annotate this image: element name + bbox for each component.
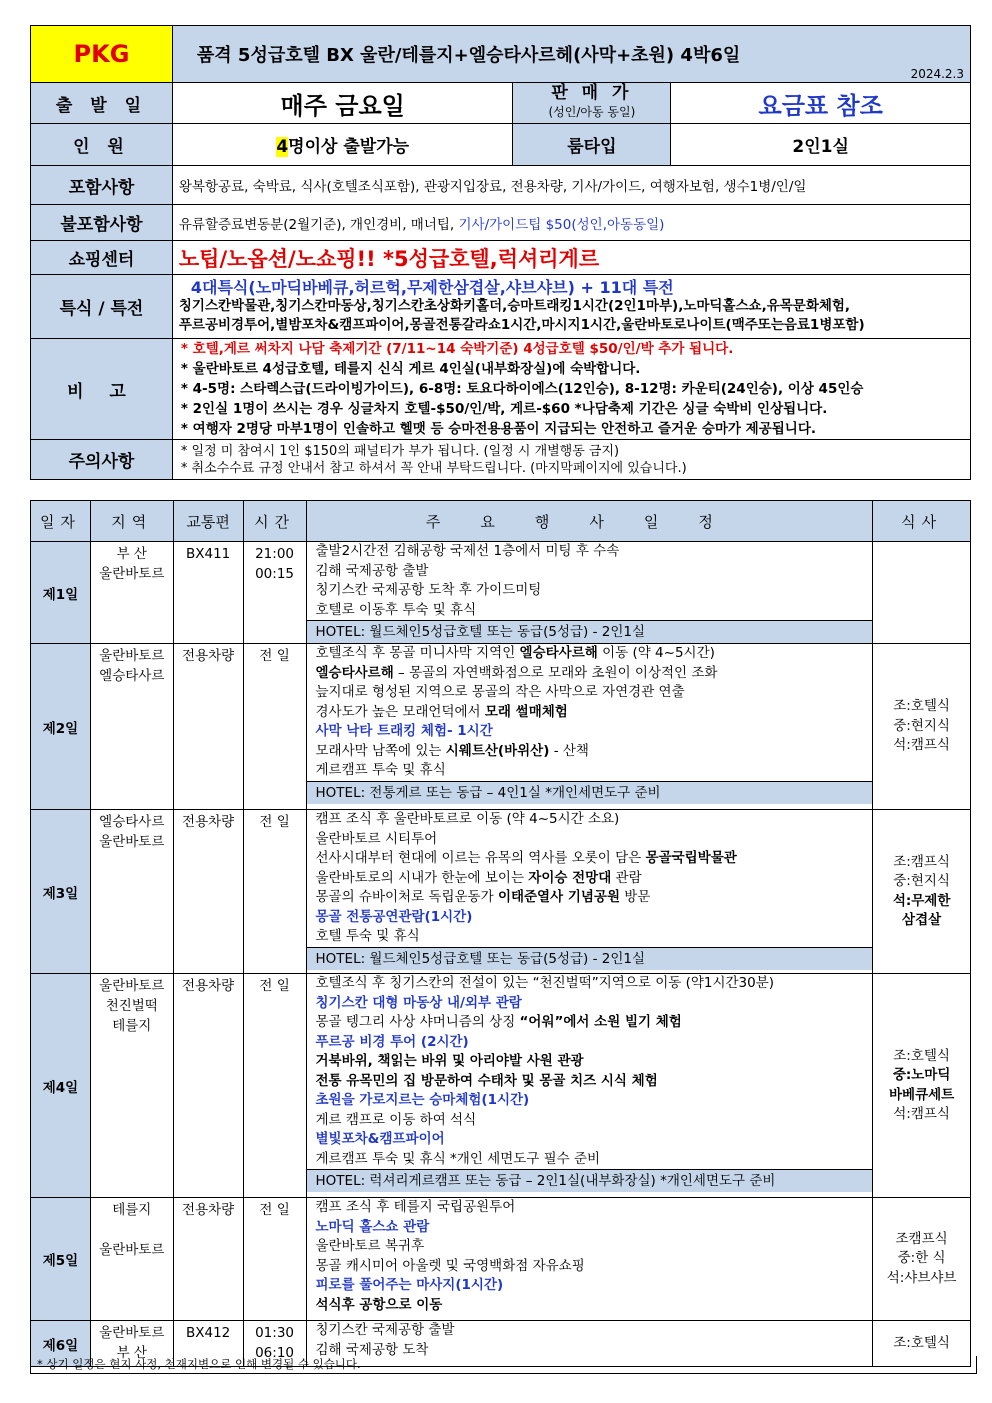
schedule-header-row [31,501,971,542]
region-name: 부 산 [116,1345,147,1361]
meal-item: 석:무제한 [892,892,951,909]
time-value: 전 일 [259,1202,290,1218]
caution-item: * 일정 미 참여시 1인 $150의 패널티가 부가 됩니다. (일정 시 개별행동 금지) [180,443,620,459]
meal-item: 조:호텔식 [893,1047,950,1064]
region-name: 천진벌떡 [105,998,158,1014]
room-value: 2인1실 [671,124,971,166]
activity-line [307,849,873,869]
special-value [172,275,970,339]
meal-item: 석:샤브샤브 [886,1269,957,1286]
activity-line: 피로를 풀어주는 마사지(1시간) [315,1277,504,1293]
tour-title [172,26,970,83]
transport-name: 전용차량 [182,978,235,994]
people-value-text: 명이상 출발가능 [288,137,410,157]
day-time [243,810,306,974]
activity-highlight: 몽골국립박물관 [645,850,737,866]
day-activities [306,810,873,974]
activity-highlight: 엘승타사르해 [519,645,598,661]
day-time [243,1198,306,1321]
time-value: 전 일 [259,648,290,664]
activity-line: 김해 국제공항 도착 [315,1341,429,1358]
schedule-footnote: * 상기 일정은 현지 사정, 천재지변으로 인해 변경될 수 있습니다. [30,1356,977,1374]
activity-line [307,664,873,684]
remark-item: * 호텔,게르 써차지 나담 축제기간 (7/11~14 숙박기준) 4성급호텔 $50/인/박 추가 됩니다. [180,341,734,357]
meal-item: 석:캠프식 [893,1106,950,1122]
schedule-table [30,500,971,1367]
activity-line: 게르캠프 투숙 및 휴식 *개인 세면도구 필수 준비 [315,1150,601,1167]
day-activities [306,542,873,644]
region-name: 엘승타사르 [99,668,165,684]
activity-line [307,742,873,762]
activity-line [307,888,873,908]
region-name: 울란바토르 [99,648,165,664]
activity-line: 호텔 투숙 및 휴식 [315,928,420,944]
day-transport [173,542,243,644]
remarks-value [172,339,970,440]
activity-text: 울란바토로의 시내가 한눈에 보이는 [315,869,529,886]
day-region [90,542,173,644]
day-transport [173,1198,243,1321]
col-header-day: 일자 [31,501,91,542]
meal-item: 중:현지식 [893,873,950,889]
time-value: 전 일 [259,814,290,830]
region-name: 울란바토르 [99,1242,165,1258]
departure-value: 매주 금요일 [172,83,513,124]
hotel-info: HOTEL: 월드체인5성급호텔 또는 동급(5성급) - 2인1실 [307,947,873,970]
remark-item: * 울란바토르 4성급호텔, 테를지 신식 게르 4인실(내부화장실)에 숙박합니다. [180,361,641,377]
pkg-badge: PKG [31,26,173,83]
region-name: 테를지 [112,1202,152,1218]
time-value: 21:00 [255,546,294,562]
activity-text: 선사시대부터 현대에 이르는 유목의 역사를 오롯이 담은 [315,850,646,866]
schedule-day-row [31,974,971,1198]
activity-text: – 몽골의 자연백화점으로 모래와 초원이 이상적인 조화 [393,664,718,681]
day-region [90,810,173,974]
region-name: 테를지 [112,1018,152,1034]
activity-line [307,703,873,723]
region-name: 엘승타사르 [99,814,165,830]
included-value: 왕복항공료, 숙박료, 식사(호텔조식포함), 관광지입장료, 전용차량, 기사/가이드, 여행자보험, 생수1병/인/일 [172,166,970,205]
activity-highlight: 이태준열사 기념공원 [497,889,621,905]
activity-line: 호텔조식 후 칭기스칸의 전설이 있는 “천진벌떡”지역으로 이동 (약1시간30분) [315,975,775,991]
meal-item: 바베큐세트 [888,1086,955,1103]
activity-line: 초원을 가로지르는 승마체험(1시간) [315,1092,530,1108]
activity-line: 노마딕 홀스쇼 관람 [315,1218,430,1235]
people-min-count: 4 [276,137,289,157]
activity-line: 몽골 전통공연관람(1시간) [315,908,473,925]
activity-line [307,869,873,889]
activity-line: 울란바토르 시티투어 [315,830,438,847]
meal-item: 중:노마딕 [892,1067,951,1083]
day-region [90,1198,173,1321]
region-name: 울란바토르 [99,834,165,850]
col-header-itinerary: 주요행사일정 [306,501,873,542]
people-label: 인 원 [31,124,173,166]
time-value: 00:15 [255,566,294,582]
summary-table [30,25,971,480]
activity-line: 호텔로 이동후 투숙 및 휴식 [315,601,477,618]
activity-text: 경사도가 높은 모래언덕에서 [315,703,485,720]
hotel-info: HOTEL: 전통게르 또는 동급 – 4인1실 *개인세면도구 준비 [307,781,873,804]
schedule-day-row [31,542,971,644]
price-label-sub: (성인/아동 동일) [548,105,636,119]
schedule-day-row [31,810,971,974]
activity-line: 게르캠프 투숙 및 휴식 [315,762,446,778]
special-label: 특식 / 특전 [31,275,173,339]
excluded-value [172,205,970,241]
day-transport [173,810,243,974]
day-time [243,644,306,810]
excluded-label: 불포함사항 [31,205,173,241]
col-header-transport: 교통편 [173,501,243,542]
activity-line: 칭기스칸 국제공항 도착 후 가이드미팅 [315,582,542,598]
day-region [90,974,173,1198]
remark-item: * 여행자 2명당 마부1명이 인솔하고 헬맷 등 승마전용용품이 지급되는 안전하고 즐거운 승마가 제공됩니다. [180,421,816,437]
region-name: 울란바토르 [99,1325,165,1341]
day-label: 제1일 [31,542,91,644]
region-name [92,1220,172,1240]
people-value [172,124,513,166]
region-name: 부 산 [116,546,147,562]
special-benefits-line-2: 푸르공비경투어,별밤포차&캠프파이어,몽골전통갈라쇼1시간,마시지1시간,울란바토로나이트(맥주또는음료1병포함) [178,317,865,333]
activity-line: 게르 캠프로 이동 하여 석식 [315,1111,477,1128]
activity-line: 울란바토르 복귀후 [315,1238,425,1254]
caution-value [172,440,970,480]
day-region [90,644,173,810]
document-date: 2024.2.3 [910,67,964,81]
remarks-label: 비 고 [31,339,173,440]
activity-line: 캠프 조식 후 테를지 국립공원투어 [315,1199,516,1215]
col-header-meal: 식사 [873,501,971,542]
activity-text: 몽골의 슈바이처로 독립운동가 [315,889,498,905]
shopping-label: 쇼핑센터 [31,241,173,275]
meal-item: 조캠프식 [895,1230,948,1247]
activity-line: 칭기스칸 대형 마동상 내/외부 관람 [315,994,522,1011]
schedule-day-row [31,644,971,810]
activity-text: 이동 (약 4~5시간) [597,645,715,661]
day-time [243,542,306,644]
activity-highlight: 엘승타사르해 [315,664,394,681]
day-label: 제3일 [31,810,91,974]
hotel-info: HOTEL: 월드체인5성급호텔 또는 동급(5성급) - 2인1실 [307,620,873,643]
day-label: 제5일 [31,1198,91,1321]
activity-line: 전통 유목민의 집 방문하여 수태차 및 몽골 치즈 시식 체험 [315,1072,658,1089]
special-benefits-line-1: 칭기스칸박물관,칭기스칸마동상,칭기스칸초상화키홀더,승마트래킹1시간(2인1마부),노마딕홀스쇼,유목문화체험, [178,298,851,314]
activity-line: 캠프 조식 후 울란바토르로 이동 (약 4~5시간 소요) [315,811,620,827]
caution-label: 주의사항 [31,440,173,480]
price-value: 요금표 참조 [671,83,971,124]
col-header-time: 시간 [243,501,306,542]
activity-line: 별빛포차&캠프파이어 [315,1131,445,1147]
transport-name: 전용차량 [182,814,235,830]
activity-highlight: 시웨트산(바위산) [445,742,550,759]
activity-line [307,644,873,664]
transport-name: 전용차량 [182,648,235,664]
region-name: 울란바토르 [99,978,165,994]
time-value: 전 일 [259,978,290,994]
time-value: 06:10 [255,1345,294,1361]
activity-line: 푸르공 비경 투어 (2시간) [315,1033,469,1050]
col-header-region: 지역 [90,501,173,542]
meal-item: 조:호텔식 [893,1334,950,1351]
meal-item: 중:현지식 [893,717,950,734]
activity-highlight: 자이승 전망대 [528,869,612,886]
price-label-main: 판 매 가 [551,83,633,103]
day-label: 제2일 [31,644,91,810]
meal-item: 조:캠프식 [893,853,950,870]
activity-line [307,1013,873,1033]
departure-label: 출 발 일 [31,83,173,124]
activity-text: 몽골 텡그리 사상 샤머니즘의 상징 [315,1014,520,1030]
activity-line: 늪지대로 형성된 지역으로 몽골의 작은 사막으로 자연경관 연출 [315,684,685,700]
activity-line: 사막 낙타 트래킹 체험- 1시간 [315,723,493,739]
room-label: 룸타입 [513,124,671,166]
day-transport [173,644,243,810]
day-meals [873,810,971,974]
hotel-info: HOTEL: 럭셔리게르캠프 또는 동급 – 2인1실(내부화장실) *개인세면도구 준비 [307,1169,873,1192]
day-label: 제4일 [31,974,91,1198]
day-meals [873,542,971,644]
activity-highlight: 모래 썰매체험 [484,703,568,720]
tour-title-text: 품격 5성급호텔 BX 울란/테를지+엘승타사르헤(사막+초원) 4박6일 [196,45,741,66]
activity-text: 호텔조식 후 몽골 미니사막 지역인 [315,645,520,661]
caution-item: * 취소수수료 규정 안내서 참고 하셔서 꼭 안내 부탁드립니다. (마지막페이지에 있습니다.) [180,460,687,476]
included-label: 포함사항 [31,166,173,205]
meal-item: 삼겹살 [902,912,942,928]
meal-item: 석:캠프식 [893,737,950,754]
activity-text: - 산책 [549,742,589,759]
day-activities [306,644,873,810]
meal-item: 조:호텔식 [893,698,950,715]
time-value: 01:30 [255,1325,294,1341]
shopping-value: 노팁/노옵션/노쇼핑!! *5성급호텔,럭셔리게르 [172,241,970,275]
day-activities [306,1198,873,1321]
day-time [243,974,306,1198]
day-meals [873,974,971,1198]
activity-line: 몽골 캐시미어 아울렛 및 국영백화점 자유쇼핑 [315,1257,585,1274]
guide-tip-note: 기사/가이드팁 $50(성인,아동동일) [458,216,665,233]
day-label: 제6일 [31,1321,91,1367]
excluded-text: 유류할증료변동분(2월기준), 개인경비, 매너팁, [178,216,459,233]
meal-item: 중:한 식 [897,1250,946,1267]
activity-text: 방문 [620,889,651,905]
remark-item: * 2인실 1명이 쓰시는 경우 싱글차지 호텔-$50/인/박, 게르-$60 *나담축제 기간은 싱글 숙박비 인상됩니다. [180,401,828,417]
day-meals [873,644,971,810]
day-activities [306,974,873,1198]
region-name: 울란바토르 [99,566,165,582]
activity-line: 석식후 공항으로 이동 [315,1296,443,1313]
price-label [513,83,671,124]
schedule-day-row [31,1198,971,1321]
day-meals [873,1198,971,1321]
remark-item: * 4-5명: 스타렉스급(드라이빙가이드), 6-8명: 토요다하이에스(12인승), 8-12명: 카운티(24인승), 이상 45인승 [180,381,864,397]
special-meals-headline: 4대특식(노마딕바베큐,허르헉,무제한삼겹살,샤브샤브) + 11대 특전 [190,278,674,297]
activity-text: 관람 [611,869,642,886]
transport-name: BX411 [185,546,231,562]
activity-text: 모래사막 남쪽에 있는 [315,742,446,759]
transport-name: 전용차량 [182,1202,235,1218]
transport-name: BX412 [185,1325,231,1341]
activity-line: 거북바위, 책읽는 바위 및 아리야발 사원 관광 [315,1053,584,1069]
activity-line: 칭기스칸 국제공항 출발 [315,1322,455,1338]
activity-line: 출발2시간전 김해공항 국제선 1층에서 미팅 후 수속 [315,543,620,559]
day-transport [173,974,243,1198]
activity-line: 김해 국제공항 출발 [315,562,429,579]
activity-highlight: “어워”에서 소원 빌기 체험 [519,1014,682,1030]
